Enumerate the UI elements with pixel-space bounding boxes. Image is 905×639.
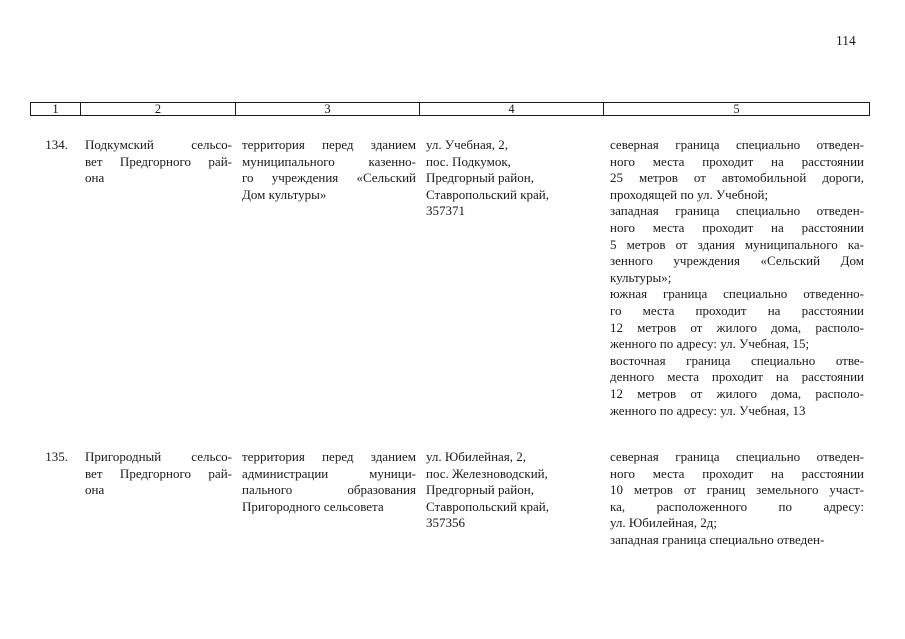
text-line: 12 метров от жилого дома, располо- xyxy=(610,319,864,335)
text-line: денного места проходит на расстоянии xyxy=(610,369,864,385)
text-line: Пригородный сельсо- xyxy=(85,449,232,464)
text-line: го места проходит на расстоянии xyxy=(610,302,864,318)
header-col-3: 3 xyxy=(236,103,420,115)
text-line: она xyxy=(85,482,105,498)
text-line: ного места проходит на расстоянии xyxy=(610,153,864,169)
text-line: пос. Подкумок, xyxy=(426,153,511,169)
text-line: ного места проходит на расстоянии xyxy=(610,465,864,481)
row-134-number: 134. xyxy=(45,137,68,152)
header-col-5: 5 xyxy=(733,102,740,116)
text-line: Ставропольский край, xyxy=(426,498,549,514)
text-line: зенного учреждения «Сельский Дом xyxy=(610,253,864,269)
text-line: ного места проходит на расстоянии xyxy=(610,219,864,235)
text-line: западная граница специально отведен- xyxy=(610,531,825,547)
row-135-address xyxy=(426,449,600,532)
text-line: культуры»; xyxy=(610,269,672,285)
text-line: Дом культуры» xyxy=(242,186,327,202)
text-line: женного по адресу: ул. Учебная, 13 xyxy=(610,402,806,418)
row-135-territory xyxy=(242,449,416,515)
text-line: территория перед зданием xyxy=(242,449,416,464)
text-line: вет Предгорного рай- xyxy=(85,153,232,169)
text-line: северная граница специально отведен- xyxy=(610,137,864,152)
header-col-1: 1 xyxy=(31,103,81,115)
text-line: проходящей по ул. Учебной; xyxy=(610,186,769,202)
text-line: Предгорный район, xyxy=(426,170,534,186)
text-line: пос. Железноводский, xyxy=(426,465,548,481)
text-line: женного по адресу: ул. Учебная, 15; xyxy=(610,336,810,352)
text-line: западная граница специально отведен- xyxy=(610,203,864,219)
row-134-boundaries xyxy=(610,137,864,419)
text-line: Пригородного сельсовета xyxy=(242,498,384,514)
text-line: Предгорный район, xyxy=(426,482,534,498)
row-134-territory xyxy=(242,137,416,203)
text-line: она xyxy=(85,170,105,186)
text-line: муниципального казенно- xyxy=(242,153,416,169)
table-header-row xyxy=(30,102,870,116)
text-line: го учреждения «Сельский xyxy=(242,170,416,186)
text-line: северная граница специально отведен- xyxy=(610,449,864,464)
text-line: ка, расположенного по адресу: xyxy=(610,498,864,514)
text-line: ул. Учебная, 2, xyxy=(426,137,508,152)
row-134-address xyxy=(426,137,600,220)
text-line: 357356 xyxy=(426,515,465,531)
row-135-number: 135. xyxy=(45,449,68,464)
text-line: ул. Юбилейная, 2, xyxy=(426,449,527,464)
text-line: 357371 xyxy=(426,203,465,219)
row-135-boundaries xyxy=(610,449,864,549)
text-line: Ставропольский край, xyxy=(426,186,549,202)
header-col-4: 4 xyxy=(420,103,604,115)
text-line: пального образования xyxy=(242,482,416,498)
row-135-settlement xyxy=(85,449,232,499)
text-line: ул. Юбилейная, 2д; xyxy=(610,515,717,531)
text-line: 25 метров от автомобильной дороги, xyxy=(610,170,864,186)
text-line: территория перед зданием xyxy=(242,137,416,152)
text-line: Подкумский сельсо- xyxy=(85,137,232,152)
text-line: 5 метров от здания муниципального ка- xyxy=(610,236,864,252)
row-134-settlement xyxy=(85,137,232,187)
text-line: восточная граница специально отве- xyxy=(610,352,864,368)
text-line: администрации муници- xyxy=(242,465,416,481)
text-line: 10 метров от границ земельного участ- xyxy=(610,482,864,498)
header-col-2: 2 xyxy=(81,103,236,115)
text-line: южная граница специально отведенно- xyxy=(610,286,864,302)
text-line: 12 метров от жилого дома, располо- xyxy=(610,385,864,401)
page-number: 114 xyxy=(836,33,856,48)
text-line: вет Предгорного рай- xyxy=(85,465,232,481)
